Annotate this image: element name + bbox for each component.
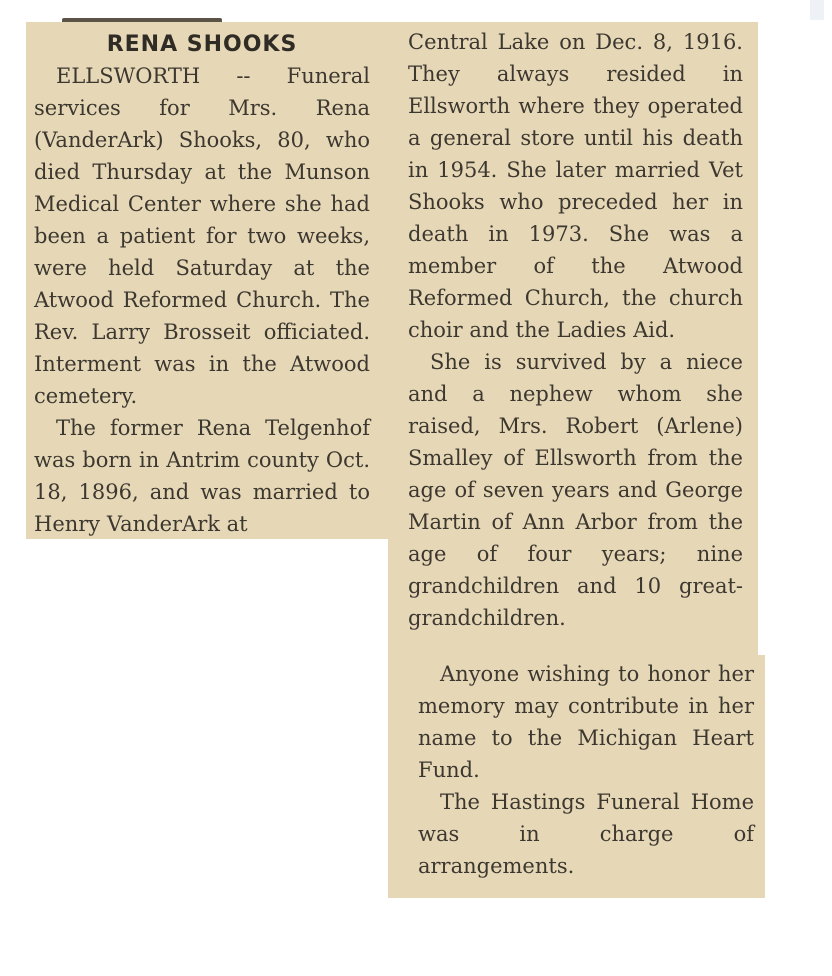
scan-edge-mark bbox=[810, 0, 824, 20]
paragraph-arrangements: The Hastings Funeral Home was in charge of arrangements. bbox=[418, 790, 754, 878]
paragraph-residence: Central Lake on Dec. 8, 1916. They always resided in Ellsworth where they operated a general store until his death in 1954. She later married Vet Shooks who preceded her in death in 1973. She was a member of the Atwood Reformed Church, the church choir and the Ladies Aid. bbox=[408, 30, 743, 342]
paragraph-memorial: Anyone wishing to honor her memory may contribute in her name to the Michigan Heart Fund. bbox=[418, 662, 754, 782]
paragraph-survivors: She is survived by a niece and a nephew whom she raised, Mrs. Robert (Arlene) Smalley of Ellsworth from the age of seven years and George Martin of Ann Arbor from the age of four years; nine grandchildren and 10 great-grandchildren. bbox=[408, 350, 743, 630]
article-column-bottom bbox=[418, 658, 754, 882]
article-column-left bbox=[34, 30, 370, 540]
paragraph-funeral-services: ELLSWORTH -- Funeral services for Mrs. Rena (VanderArk) Shooks, 80, who died Thursday at the Munson Medical Center where she had been a patient for two weeks, were held Saturday at the Atwood Reformed Church. The Rev. Larry Brosseit officiated. Interment was in the Atwood cemetery. bbox=[34, 64, 370, 408]
paragraph-birth-marriage: The former Rena Telgenhof was born in Antrim county Oct. 18, 1896, and was married to Henry VanderArk at bbox=[34, 416, 370, 536]
obituary-headline: RENA SHOOKS bbox=[106, 32, 298, 57]
article-column-right bbox=[408, 26, 743, 634]
